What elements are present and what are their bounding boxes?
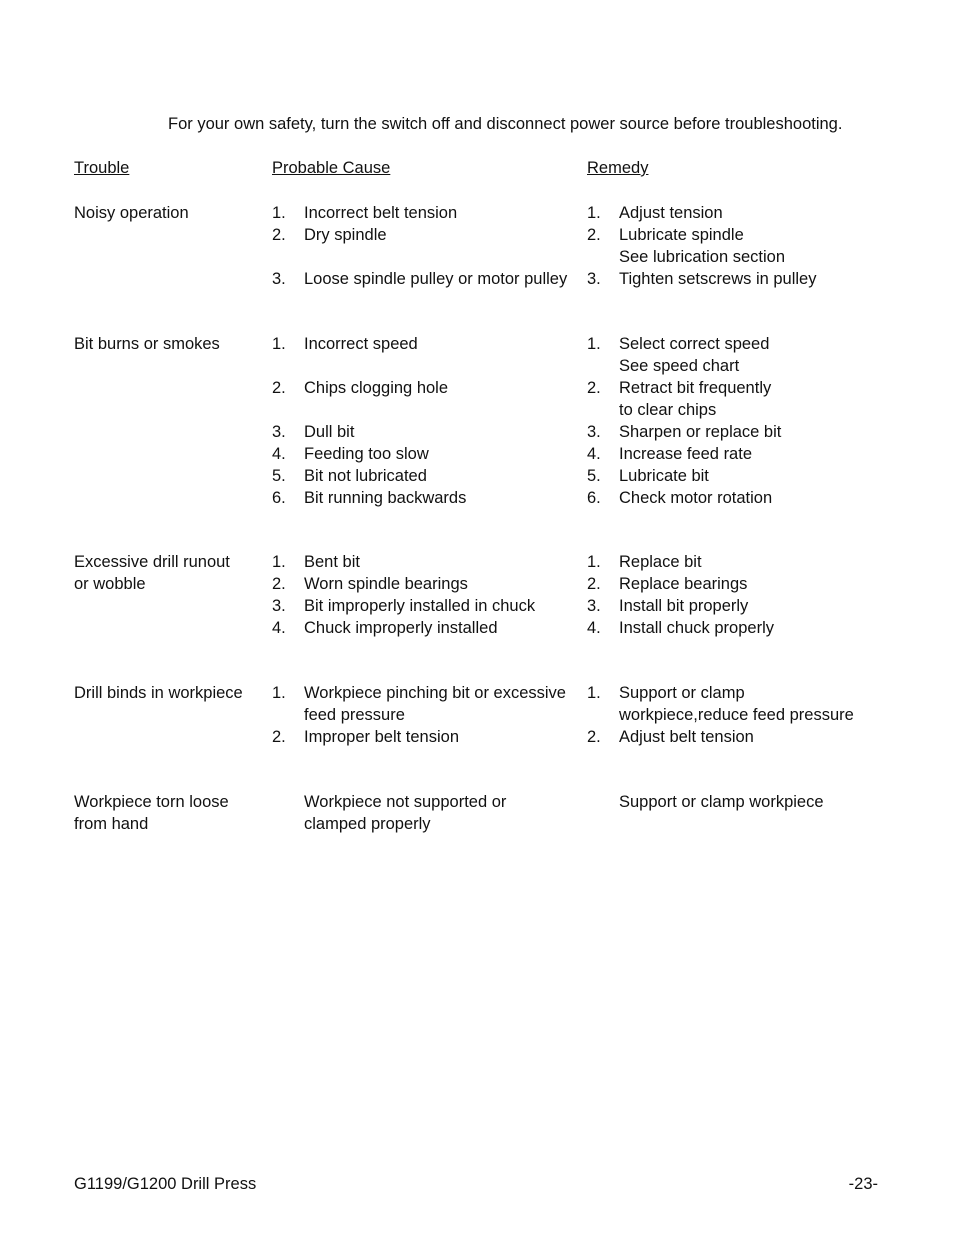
remedy-text: Increase feed rate	[619, 445, 752, 463]
cause-number: 2.	[272, 379, 286, 397]
cause-number: 1.	[272, 553, 286, 571]
remedy-text: See speed chart	[619, 357, 740, 375]
cause-number: 4.	[272, 445, 286, 463]
trouble-text: Noisy operation	[74, 204, 189, 222]
cause-number: 5.	[272, 467, 286, 485]
cause-text: Improper belt tension	[304, 728, 460, 746]
remedy-text: See lubrication section	[619, 248, 786, 266]
remedy-number: 2.	[587, 728, 601, 746]
remedy-text: Sharpen or replace bit	[619, 423, 782, 441]
cause-text: Chuck improperly installed	[304, 619, 498, 637]
cause-number: 4.	[272, 619, 286, 637]
remedy-number: 3.	[587, 423, 601, 441]
remedy-text: Lubricate spindle	[619, 226, 744, 244]
cause-text: Bent bit	[304, 553, 360, 571]
remedy-text: Tighten setscrews in pulley	[619, 270, 817, 288]
remedy-number: 1.	[587, 553, 601, 571]
remedy-number: 2.	[587, 226, 601, 244]
trouble-text: Excessive drill runout	[74, 553, 230, 571]
remedy-number: 6.	[587, 489, 601, 507]
remedy-text: to clear chips	[619, 401, 717, 419]
cause-number: 1.	[272, 204, 286, 222]
remedy-number: 1.	[587, 335, 601, 353]
cause-text: feed pressure	[304, 706, 405, 724]
cause-text: Bit running backwards	[304, 489, 467, 507]
remedy-number: 2.	[587, 379, 601, 397]
trouble-text: or wobble	[74, 575, 146, 593]
cause-number: 2.	[272, 728, 286, 746]
trouble-text: from hand	[74, 815, 149, 833]
remedy-text: Select correct speed	[619, 335, 770, 353]
cause-text: Bit improperly installed in chuck	[304, 597, 536, 615]
remedy-text: Replace bit	[619, 553, 702, 571]
cause-number: 2.	[272, 226, 286, 244]
trouble-text: Bit burns or smokes	[74, 335, 220, 353]
remedy-text: Install bit properly	[619, 597, 749, 615]
header-remedy: Remedy	[587, 159, 649, 177]
remedy-number: 2.	[587, 575, 601, 593]
safety-note: For your own safety, turn the switch off and disconnect power source before troubleshooting.	[168, 115, 843, 133]
remedy-number: 1.	[587, 204, 601, 222]
cause-text: Loose spindle pulley or motor pulley	[304, 270, 568, 288]
remedy-text: Install chuck properly	[619, 619, 774, 637]
cause-text: Workpiece pinching bit or excessive	[304, 684, 566, 702]
cause-number: 3.	[272, 597, 286, 615]
cause-text: clamped properly	[304, 815, 431, 833]
remedy-number: 5.	[587, 467, 601, 485]
cause-text: Worn spindle bearings	[304, 575, 468, 593]
remedy-text: Replace bearings	[619, 575, 748, 593]
trouble-text: Workpiece torn loose	[74, 793, 229, 811]
remedy-number: 1.	[587, 684, 601, 702]
cause-text: Dull bit	[304, 423, 355, 441]
page-number: -23-	[848, 1175, 878, 1193]
trouble-text: Drill binds in workpiece	[74, 684, 243, 702]
remedy-text: Lubricate bit	[619, 467, 709, 485]
cause-text: Incorrect belt tension	[304, 204, 458, 222]
cause-text: Feeding too slow	[304, 445, 429, 463]
remedy-text: Support or clamp workpiece	[619, 793, 824, 811]
remedy-number: 4.	[587, 445, 601, 463]
cause-number: 1.	[272, 684, 286, 702]
cause-text: Bit not lubricated	[304, 467, 427, 485]
remedy-text: Check motor rotation	[619, 489, 773, 507]
remedy-text: Retract bit frequently	[619, 379, 772, 397]
cause-text: Chips clogging hole	[304, 379, 449, 397]
header-probable-cause: Probable Cause	[272, 159, 391, 177]
remedy-number: 4.	[587, 619, 601, 637]
cause-text: Incorrect speed	[304, 335, 418, 353]
cause-number: 3.	[272, 423, 286, 441]
remedy-text: workpiece,reduce feed pressure	[619, 706, 854, 724]
cause-number: 2.	[272, 575, 286, 593]
footer-title: G1199/G1200 Drill Press	[74, 1175, 257, 1193]
header-trouble: Trouble	[74, 159, 130, 177]
remedy-text: Adjust belt tension	[619, 728, 754, 746]
remedy-number: 3.	[587, 270, 601, 288]
cause-number: 3.	[272, 270, 286, 288]
cause-number: 1.	[272, 335, 286, 353]
remedy-text: Adjust tension	[619, 204, 723, 222]
cause-number: 6.	[272, 489, 286, 507]
cause-text: Workpiece not supported or	[304, 793, 507, 811]
remedy-number: 3.	[587, 597, 601, 615]
cause-text: Dry spindle	[304, 226, 387, 244]
remedy-text: Support or clamp	[619, 684, 745, 702]
